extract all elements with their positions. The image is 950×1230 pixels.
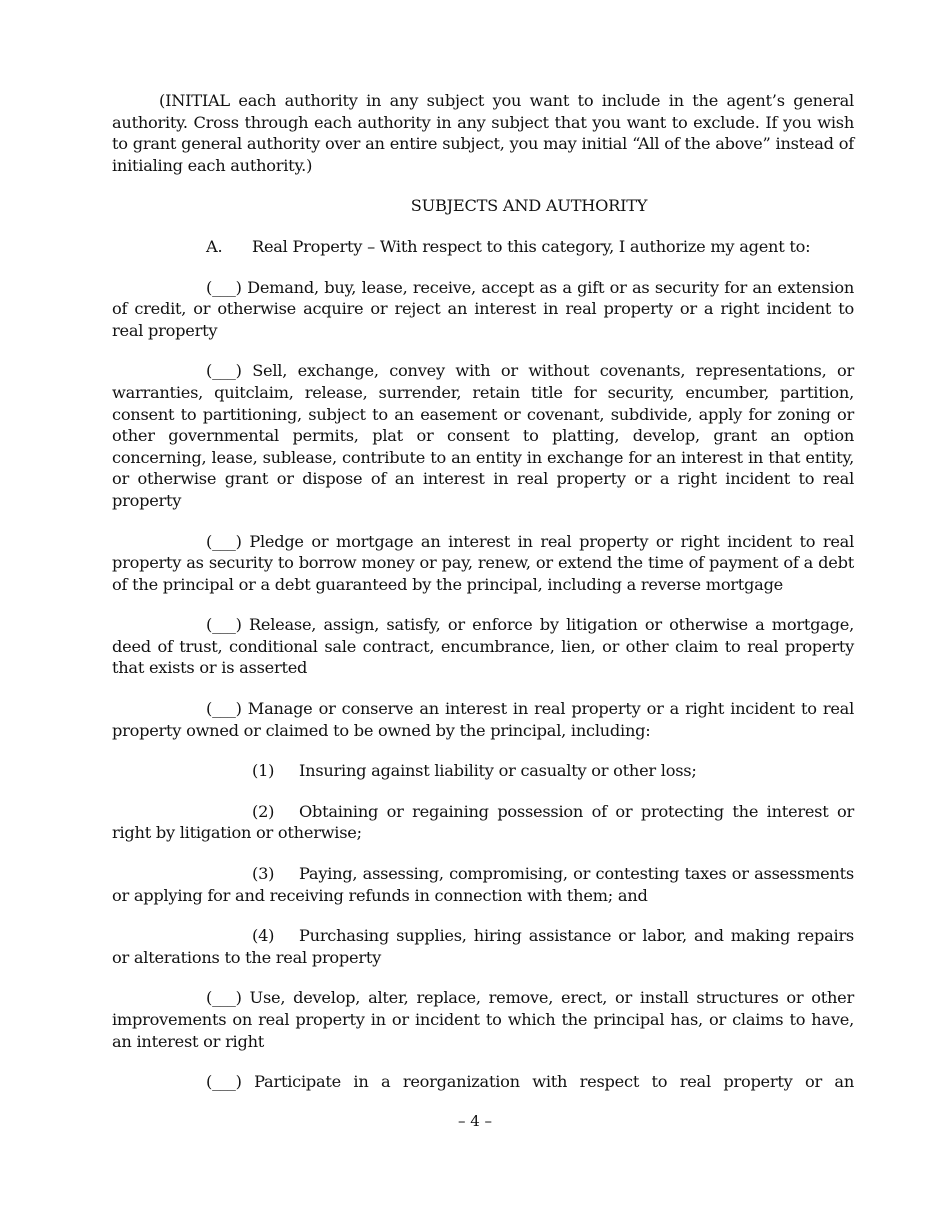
document-page: [112, 90, 854, 1112]
authority-item-mortgage: [112, 531, 854, 596]
subitem-4: [112, 925, 854, 968]
subitem-text: Obtaining or regaining possession of or protecting the interest or right by litigation or otherwise;: [112, 801, 854, 843]
subitem-number: (2): [252, 801, 275, 821]
section-heading: SUBJECTS AND AUTHORITY: [410, 196, 648, 216]
authority-text: Demand, buy, lease, receive, accept as a gift or as security for an extension of credit, or otherwise acquire or reject an interest in real property or a right incident to real property: [112, 277, 854, 340]
authority-text: Sell, exchange, convey with or without covenants, representations, or warranties, quitclaim, release, surrender, retain title for security, encumber, partition, consent to partitioning, subject to an easement or covenant, subdivide, apply for zoning or other governmental permits, plat or consent to platting, develop, grant an option concerning, lease, sublease, contribute to an entity in exchange for an interest in that entity, or otherwise grant or dispose of an interest in real property or a right incident to real property: [112, 361, 854, 510]
authority-item-improve: [112, 987, 854, 1052]
subitem-text: Insuring against liability or casualty or other loss;: [299, 761, 697, 781]
authority-text: Participate in a reorganization with respect to real property or an: [254, 1072, 854, 1092]
subitem-2: [112, 801, 854, 844]
subitem-number: (3): [252, 864, 275, 884]
section-a-title: [112, 236, 854, 258]
authority-item-manage: [112, 698, 854, 741]
subitem-1: [112, 760, 854, 782]
authority-item-acquire: [112, 277, 854, 342]
authority-text: Manage or conserve an interest in real property or a right incident to real property owned or claimed to be owned by the principal, including:: [112, 699, 854, 740]
subitem-3: [112, 863, 854, 906]
initial-blank[interactable]: (___): [206, 361, 242, 381]
initial-blank[interactable]: (___): [206, 1072, 242, 1092]
authority-item-dispose: [112, 360, 854, 511]
authority-item-release: [112, 614, 854, 679]
authority-text: Release, assign, satisfy, or enforce by litigation or otherwise a mortgage, deed of trust, conditional sale contract, encumbrance, lien, or other claim to real property that exists or is asserted: [112, 615, 854, 678]
section-title-text: Real Property – With respect to this category, I authorize my agent to:: [252, 236, 811, 256]
initial-blank[interactable]: (___): [206, 699, 242, 719]
initial-blank[interactable]: (___): [206, 531, 242, 551]
initial-blank[interactable]: (___): [206, 615, 242, 635]
subitem-number: (4): [252, 926, 275, 946]
section-letter: A.: [206, 236, 223, 256]
page-number: – 4 –: [457, 1112, 493, 1130]
initial-blank[interactable]: (___): [206, 277, 242, 297]
authority-text: Pledge or mortgage an interest in real property or right incident to real property as security to borrow money or pay, renew, or extend the time of payment of a debt of the principal or a debt guaranteed by the principal, including a reverse mortgage: [112, 531, 854, 594]
authority-text: Use, develop, alter, replace, remove, erect, or install structures or other improvements on real property in or incident to which the principal has, or claims to have, an interest or right: [112, 988, 854, 1051]
subitem-text: Paying, assessing, compromising, or contesting taxes or assessments or applying for and receiving refunds in connection with them; and: [112, 864, 854, 905]
subitem-text: Purchasing supplies, hiring assistance or labor, and making repairs or alterations to the real property: [112, 926, 854, 967]
subitem-number: (1): [252, 761, 275, 781]
intro-paragraph: (INITIAL each authority in any subject you want to include in the agent’s general authority. Cross through each authority in any subject that you want to exclude. If you wish to grant general authority over an entire subject, you may initial “All of the above” instead of initialing each authority.): [112, 91, 854, 175]
initial-blank[interactable]: (___): [206, 988, 242, 1008]
authority-item-reorganize: [112, 1071, 854, 1093]
